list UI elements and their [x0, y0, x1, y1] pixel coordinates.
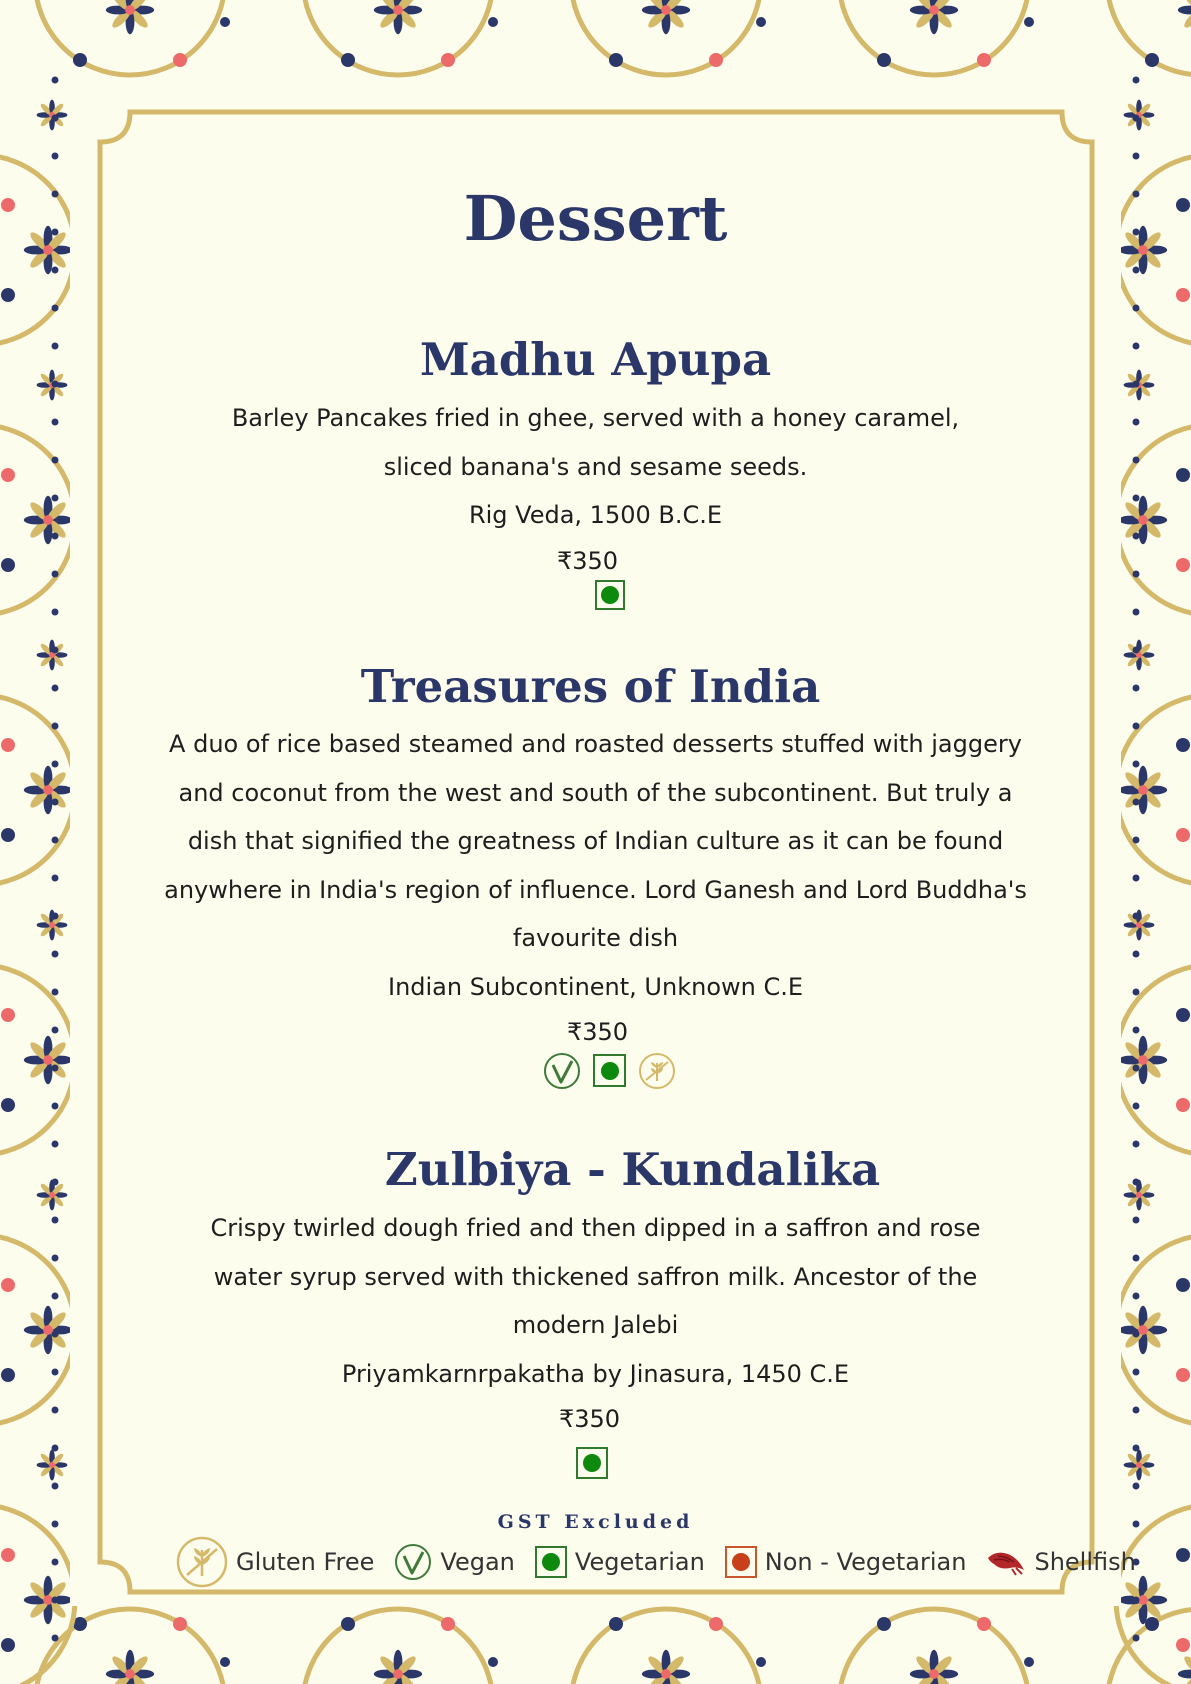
description-line: A duo of rice based steamed and roasted desserts stuffed with jaggery [169, 730, 1022, 758]
dish-name: Treasures of India [360, 660, 821, 713]
dish-description [120, 1204, 1071, 1398]
dish-description [100, 720, 1091, 1011]
dish-name: Madhu Apupa [419, 333, 772, 386]
description-line: Crispy twirled dough fried and then dipped in a saffron and rose [210, 1214, 981, 1242]
shellfish-icon [986, 1548, 1026, 1576]
vegetarian-icon [595, 580, 625, 610]
dish-origin: Priyamkarnrpakatha by Jinasura, 1450 C.E [341, 1359, 850, 1388]
description-line: dish that signified the greatness of Indian culture as it can be found [187, 827, 1004, 855]
legend-gluten-free [176, 1536, 374, 1588]
legend-non-vegetarian [725, 1546, 967, 1578]
description-line: water syrup served with thickened saffron milk. Ancestor of the [213, 1262, 978, 1291]
gluten-free-icon [638, 1052, 676, 1090]
description-line: favourite dish [512, 924, 679, 952]
page-title: Dessert [463, 182, 728, 255]
legend-label: Gluten Free [236, 1548, 375, 1576]
dish-icons [14, 1052, 1191, 1090]
dish-icons [0, 1447, 1187, 1479]
legend-label: Vegetarian [574, 1548, 705, 1576]
vegetarian-icon [593, 1054, 626, 1087]
dish-price: ₹350 [566, 1018, 629, 1046]
legend-shellfish [986, 1548, 1135, 1576]
description-line: modern Jalebi [512, 1311, 679, 1339]
description-line: anywhere in India's region of influence. Lord Ganesh and Lord Buddha's [164, 875, 1027, 904]
non-vegetarian-icon [725, 1546, 757, 1578]
description-line: sliced banana's and sesame seeds. [383, 452, 808, 481]
dish-icons [14, 580, 1191, 610]
dish-price: ₹350 [558, 1405, 621, 1433]
vegetarian-icon [576, 1447, 608, 1479]
dish-name: Zulbiya - Kundalika [384, 1143, 881, 1196]
legend-label: Shellfish [1034, 1548, 1136, 1576]
dish-origin: Indian Subcontinent, Unknown C.E [387, 972, 804, 1001]
vegan-icon [543, 1052, 581, 1090]
description-line: and coconut from the west and south of the subcontinent. But truly a [178, 778, 1013, 807]
dish-price: ₹350 [556, 547, 619, 575]
legend-vegan [394, 1543, 514, 1581]
gluten-free-icon [176, 1536, 228, 1588]
vegetarian-icon [535, 1546, 567, 1578]
dish-description [120, 394, 1071, 540]
vegan-icon [394, 1543, 432, 1581]
legend-vegetarian [535, 1546, 705, 1578]
dietary-legend [176, 1537, 1148, 1587]
legend-label: Vegan [440, 1548, 515, 1576]
legend-label: Non - Vegetarian [764, 1548, 967, 1576]
tax-note: GST Excluded [497, 1511, 694, 1533]
dish-origin: Rig Veda, 1500 B.C.E [468, 501, 723, 529]
description-line: Barley Pancakes fried in ghee, served with a honey caramel, [231, 404, 960, 432]
